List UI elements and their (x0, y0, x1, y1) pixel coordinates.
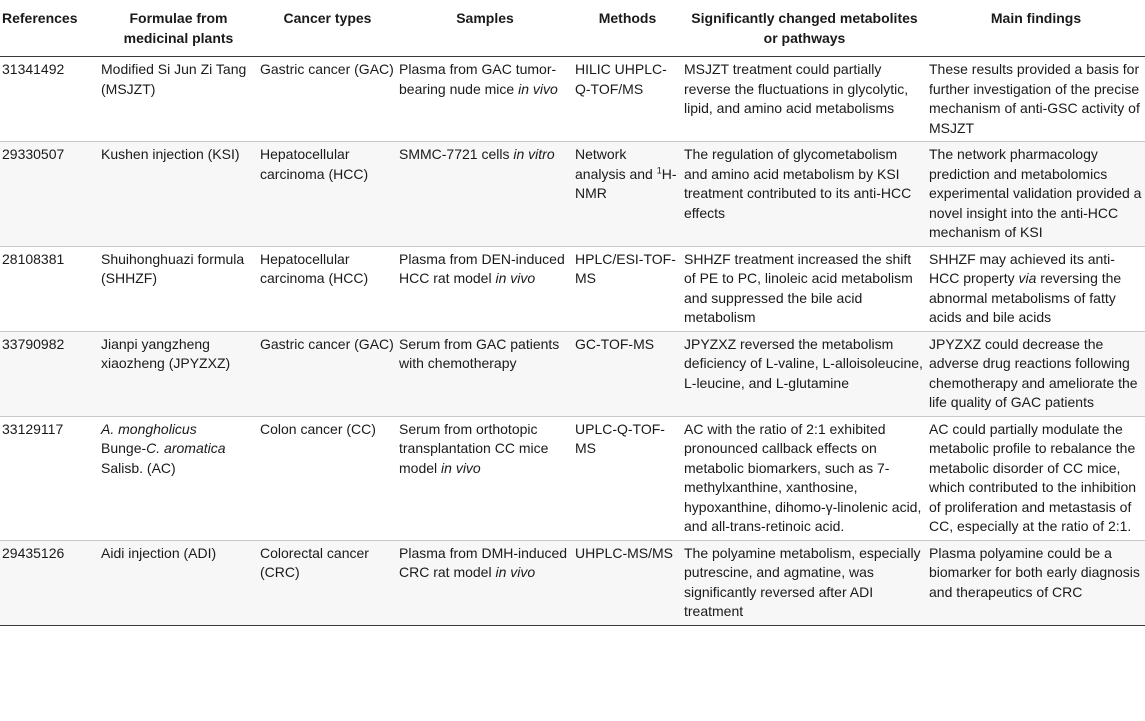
sample-cell (397, 142, 573, 247)
sample-cell (397, 416, 573, 540)
findings-italic: via (1018, 270, 1037, 286)
findings-tail: reversing the abnormal metabolisms of fatty acids and bile acids (929, 270, 1122, 325)
formula-cell: Shuihonghuazi formula (SHHZF) (99, 246, 258, 331)
table-row (0, 331, 1145, 416)
sample-italic: in vivo (518, 80, 558, 97)
findings-cell: AC could partially modulate the metabolic profile to rebalance the metabolic disorder of CC mice, which contributed to the inhibition of proliferation and metastasis of CC, especially at the ratio of 2:1. (927, 416, 1145, 540)
reference-cell: 29330507 (0, 142, 99, 247)
metabolites-cell: The regulation of glycometabolism and amino acid metabolism by KSI treatment contributed to its anti-HCC effects (682, 142, 927, 247)
sample-cell (397, 540, 573, 625)
methods-text: Network analysis and (575, 146, 653, 182)
header-formulae: Formulae from medicinal plants (99, 0, 258, 57)
cancer-cell: Hepatocellular carcinoma (HCC) (258, 246, 397, 331)
reference-cell: 28108381 (0, 246, 99, 331)
findings-cell: The network pharmacology prediction and metabolomics experimental validation provided a novel insight into the anti-HCC mechanism of KSI (927, 142, 1145, 247)
findings-cell: JPYZXZ could decrease the adverse drug reactions following chemotherapy and ameliorate the life quality of GAC patients (927, 331, 1145, 416)
table-row (0, 57, 1145, 142)
sample-text: Plasma from DEN-induced HCC rat model (399, 250, 565, 286)
findings-cell (927, 246, 1145, 331)
metabolites-cell: SHHZF treatment increased the shift of PE to PC, linoleic acid metabolism and suppressed the bile acid metabolism (682, 246, 927, 331)
sample-text: Serum from orthotopic transplantation CC mice model (399, 420, 549, 476)
reference-cell: 33790982 (0, 331, 99, 416)
methods-cell: UPLC-Q-TOF-MS (573, 416, 682, 540)
formula-tail: Salisb. (AC) (101, 459, 176, 476)
formula-cell (99, 416, 258, 540)
findings-cell: Plasma polyamine could be a biomarker for both early diagnosis and therapeutics of CRC (927, 540, 1145, 625)
findings-text: SHHZF may achieved its anti-HCC property (929, 250, 1115, 286)
formula-cell: Jianpi yangzheng xiaozheng (JPYZXZ) (99, 331, 258, 416)
table-row (0, 540, 1145, 625)
sample-text: Plasma from DMH-induced CRC rat model (399, 544, 568, 580)
sample-cell: Serum from GAC patients with chemotherapy (397, 331, 573, 416)
metabolites-cell: AC with the ratio of 2:1 exhibited pronounced callback effects on metabolic biomarkers, such as 7-methylxanthine, xanthosine, hypoxanthine, dihomo-γ-linolenic acid, and all-trans-retinoic acid. (682, 416, 927, 540)
reference-cell: 33129117 (0, 416, 99, 540)
formula-italic-2: C. aromatica (146, 440, 226, 456)
sample-italic: in vitro (513, 146, 555, 162)
sample-text: SMMC-7721 cells (399, 146, 510, 162)
cancer-cell: Hepatocellular carcinoma (HCC) (258, 142, 397, 247)
sample-cell (397, 57, 573, 142)
header-metabolites: Significantly changed metabolites or pathways (682, 0, 927, 57)
methods-cell (573, 142, 682, 247)
formula-cell: Modified Si Jun Zi Tang (MSJZT) (99, 57, 258, 142)
methods-cell: GC-TOF-MS (573, 331, 682, 416)
methods-tail: H-NMR (575, 165, 677, 201)
table-row (0, 142, 1145, 247)
cancer-cell: Colon cancer (CC) (258, 416, 397, 540)
metabolites-cell: The polyamine metabolism, especially putrescine, and agmatine, was significantly reversed after ADI treatment (682, 540, 927, 625)
header-methods: Methods (573, 0, 682, 57)
reference-cell: 29435126 (0, 540, 99, 625)
cancer-cell: Colorectal cancer (CRC) (258, 540, 397, 625)
metabolites-cell: JPYZXZ reversed the metabolism deficiency of L-valine, L-alloisoleucine, L-leucine, and L-glutamine (682, 331, 927, 416)
methods-superscript: 1 (656, 164, 662, 175)
table-row (0, 246, 1145, 331)
header-samples: Samples (397, 0, 573, 57)
header-cancer-types: Cancer types (258, 0, 397, 57)
metabolites-cell: MSJZT treatment could partially reverse the fluctuations in glycolytic, lipid, and amino acid metabolisms (682, 57, 927, 142)
formula-mid: Bunge- (101, 440, 147, 456)
methods-cell: HILIC UHPLC-Q-TOF/MS (573, 57, 682, 142)
formula-cell: Kushen injection (KSI) (99, 142, 258, 247)
findings-cell: These results provided a basis for further investigation of the precise mechanism of anti-GSC activity of MSJZT (927, 57, 1145, 142)
sample-italic: in vivo (495, 564, 536, 580)
formula-italic-1: A. mongholicus (101, 420, 197, 437)
cancer-cell: Gastric cancer (GAC) (258, 57, 397, 142)
header-row (0, 0, 1145, 57)
header-main-findings: Main findings (927, 0, 1145, 57)
sample-text: Plasma from GAC tumor-bearing nude mice (399, 61, 557, 97)
methods-cell: HPLC/ESI-TOF-MS (573, 246, 682, 331)
header-references: References (0, 0, 99, 57)
reference-cell: 31341492 (0, 57, 99, 142)
methods-cell: UHPLC-MS/MS (573, 540, 682, 625)
table-row (0, 416, 1145, 540)
formula-cell: Aidi injection (ADI) (99, 540, 258, 625)
sample-italic: in vivo (441, 459, 481, 476)
cancer-cell: Gastric cancer (GAC) (258, 331, 397, 416)
sample-cell (397, 246, 573, 331)
sample-italic: in vivo (495, 270, 536, 286)
